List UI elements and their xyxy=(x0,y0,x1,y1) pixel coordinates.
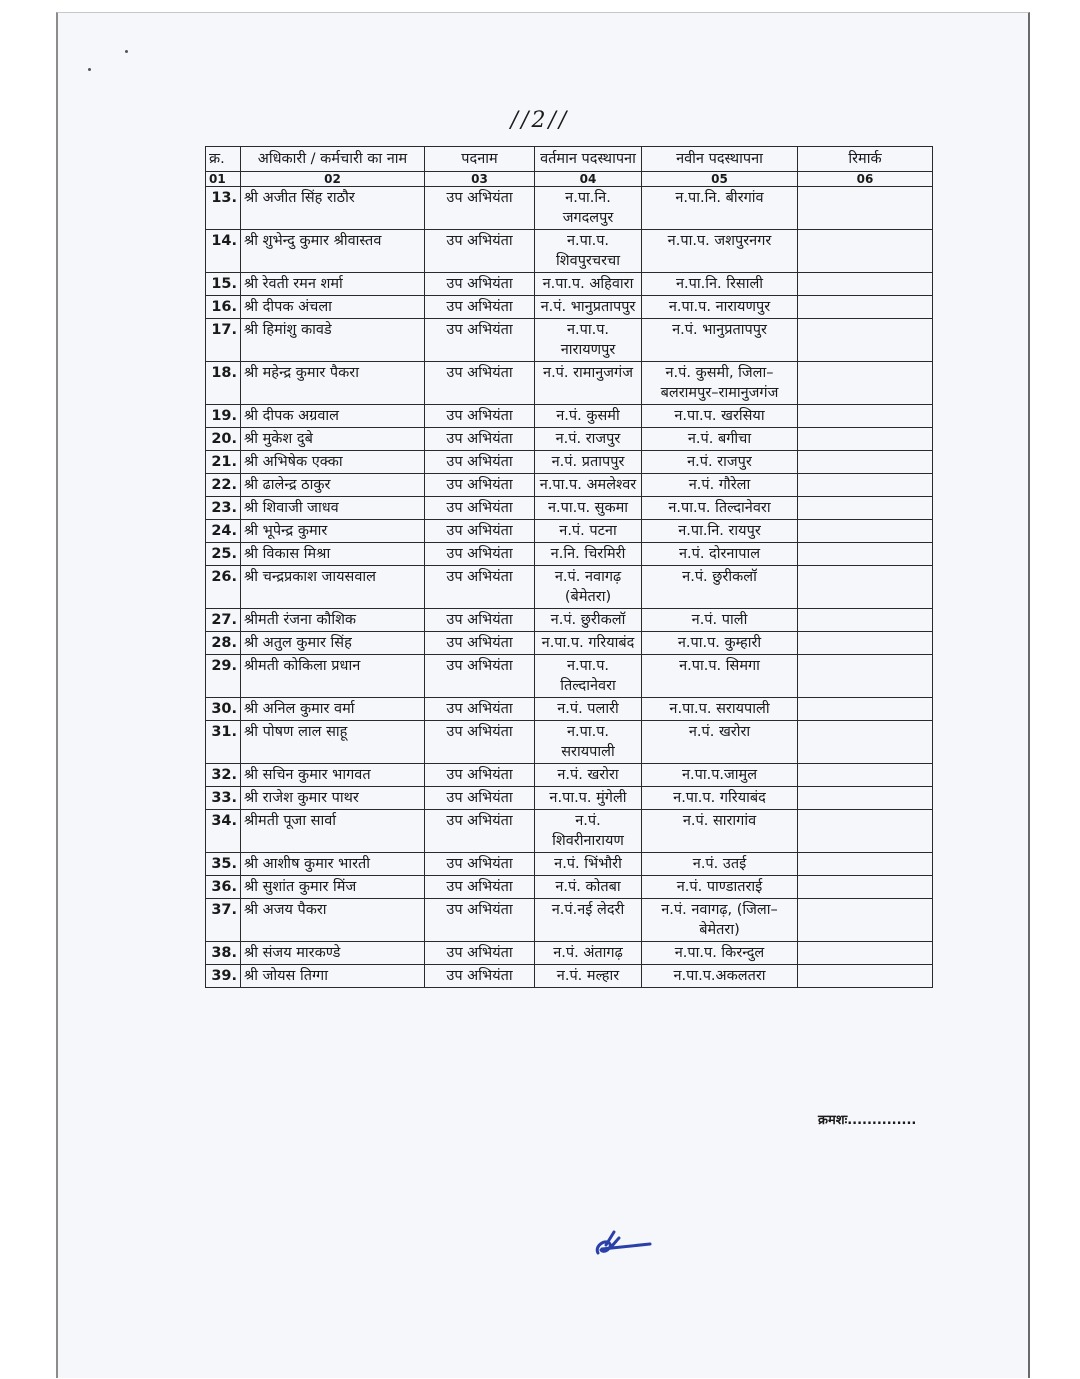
current-posting-cell: न.पं. खरोरा xyxy=(535,764,642,787)
name-cell: श्रीमती रंजना कौशिक xyxy=(241,609,425,632)
column-number: 06 xyxy=(798,172,933,187)
remark-cell xyxy=(798,899,933,942)
table-row xyxy=(206,698,933,721)
table-row xyxy=(206,876,933,899)
name-cell: श्री दीपक अग्रवाल xyxy=(241,405,425,428)
remark-cell xyxy=(798,451,933,474)
new-posting-cell: न.पा.प. सिमगा xyxy=(642,655,798,698)
serial-cell: 33. xyxy=(206,787,241,810)
table-row xyxy=(206,497,933,520)
new-posting-cell: न.पं. पाली xyxy=(642,609,798,632)
table-row xyxy=(206,810,933,853)
name-cell: श्री पोषण लाल साहू xyxy=(241,721,425,764)
column-number: 05 xyxy=(642,172,798,187)
designation-cell: उप अभियंता xyxy=(425,942,535,965)
remark-cell xyxy=(798,787,933,810)
table-row xyxy=(206,230,933,273)
name-cell: श्री राजेश कुमार पाथर xyxy=(241,787,425,810)
current-posting-cell: न.पा.प. शिवपुरचरचा xyxy=(535,230,642,273)
column-number: 02 xyxy=(241,172,425,187)
designation-cell: उप अभियंता xyxy=(425,965,535,988)
remark-cell xyxy=(798,497,933,520)
serial-cell: 16. xyxy=(206,296,241,319)
table-row xyxy=(206,520,933,543)
designation-cell: उप अभियंता xyxy=(425,853,535,876)
serial-cell: 38. xyxy=(206,942,241,965)
column-number: 04 xyxy=(535,172,642,187)
name-cell: श्री ढालेन्द्र ठाकुर xyxy=(241,474,425,497)
table-row xyxy=(206,899,933,942)
serial-cell: 14. xyxy=(206,230,241,273)
current-posting-cell: न.पं. पटना xyxy=(535,520,642,543)
current-posting-cell: न.पं. अंतागढ़ xyxy=(535,942,642,965)
serial-cell: 27. xyxy=(206,609,241,632)
remark-cell xyxy=(798,405,933,428)
serial-cell: 17. xyxy=(206,319,241,362)
remark-cell xyxy=(798,474,933,497)
serial-cell: 25. xyxy=(206,543,241,566)
remark-cell xyxy=(798,965,933,988)
header-remark: रिमार्क xyxy=(798,147,933,172)
new-posting-cell: न.पं. पाण्डातराई xyxy=(642,876,798,899)
current-posting-cell: न.पा.प. तिल्दानेवरा xyxy=(535,655,642,698)
name-cell: श्री अजीत सिंह राठौर xyxy=(241,187,425,230)
designation-cell: उप अभियंता xyxy=(425,810,535,853)
current-posting-cell: न.पं.नई लेदरी xyxy=(535,899,642,942)
designation-cell: उप अभियंता xyxy=(425,520,535,543)
name-cell: श्री संजय मारकण्डे xyxy=(241,942,425,965)
table-row xyxy=(206,428,933,451)
table-row xyxy=(206,632,933,655)
name-cell: श्री मुकेश दुबे xyxy=(241,428,425,451)
scan-speck xyxy=(88,68,91,71)
name-cell: श्री चन्द्रप्रकाश जायसवाल xyxy=(241,566,425,609)
designation-cell: उप अभियंता xyxy=(425,698,535,721)
current-posting-cell: न.पं. छुरीकलॉ xyxy=(535,609,642,632)
new-posting-cell: न.पा.प. नारायणपुर xyxy=(642,296,798,319)
current-posting-cell: न.पा.प. अमलेश्वर xyxy=(535,474,642,497)
name-cell: श्री हिमांशु कावडे xyxy=(241,319,425,362)
name-cell: श्री दीपक अंचला xyxy=(241,296,425,319)
remark-cell xyxy=(798,764,933,787)
serial-cell: 37. xyxy=(206,899,241,942)
new-posting-cell: न.पं. भानुप्रतापपुर xyxy=(642,319,798,362)
designation-cell: उप अभियंता xyxy=(425,405,535,428)
new-posting-cell: न.पा.प. जशपुरनगर xyxy=(642,230,798,273)
new-posting-cell: न.पं. खरोरा xyxy=(642,721,798,764)
name-cell: श्री शुभेन्दु कुमार श्रीवास्तव xyxy=(241,230,425,273)
column-number: 03 xyxy=(425,172,535,187)
table-row xyxy=(206,543,933,566)
new-posting-cell: न.पं. नवागढ़, (जिला–बेमेतरा) xyxy=(642,899,798,942)
table-row xyxy=(206,187,933,230)
remark-cell xyxy=(798,698,933,721)
current-posting-cell: न.पं. नवागढ़ (बेमेतरा) xyxy=(535,566,642,609)
table-row xyxy=(206,474,933,497)
remark-cell xyxy=(798,609,933,632)
current-posting-cell: न.पं. भानुप्रतापपुर xyxy=(535,296,642,319)
remark-cell xyxy=(798,566,933,609)
serial-cell: 32. xyxy=(206,764,241,787)
table-row xyxy=(206,655,933,698)
scan-speck xyxy=(125,50,128,53)
new-posting-cell: न.पा.प.अकलतरा xyxy=(642,965,798,988)
name-cell: श्री रेवती रमन शर्मा xyxy=(241,273,425,296)
designation-cell: उप अभियंता xyxy=(425,764,535,787)
new-posting-cell: न.पं. गौरेला xyxy=(642,474,798,497)
remark-cell xyxy=(798,632,933,655)
page-number: //2// xyxy=(510,108,570,133)
name-cell: श्रीमती कोकिला प्रधान xyxy=(241,655,425,698)
header-designation: पदनाम xyxy=(425,147,535,172)
name-cell: श्री महेन्द्र कुमार पैकरा xyxy=(241,362,425,405)
new-posting-cell: न.पा.नि. रिसाली xyxy=(642,273,798,296)
header-serial: क्र. xyxy=(206,147,241,172)
serial-cell: 24. xyxy=(206,520,241,543)
name-cell: श्रीमती पूजा सार्वा xyxy=(241,810,425,853)
designation-cell: उप अभियंता xyxy=(425,451,535,474)
current-posting-cell: न.पा.प. सुकमा xyxy=(535,497,642,520)
serial-cell: 19. xyxy=(206,405,241,428)
serial-cell: 31. xyxy=(206,721,241,764)
remark-cell xyxy=(798,362,933,405)
current-posting-cell: न.पा.नि. जगदलपुर xyxy=(535,187,642,230)
new-posting-cell: न.पा.नि. बीरगांव xyxy=(642,187,798,230)
name-cell: श्री अजय पैकरा xyxy=(241,899,425,942)
current-posting-cell: न.नि. चिरमिरी xyxy=(535,543,642,566)
remark-cell xyxy=(798,428,933,451)
serial-cell: 20. xyxy=(206,428,241,451)
remark-cell xyxy=(798,273,933,296)
current-posting-cell: न.पं. मल्हार xyxy=(535,965,642,988)
current-posting-cell: न.पं. राजपुर xyxy=(535,428,642,451)
current-posting-cell: न.पं. पलारी xyxy=(535,698,642,721)
new-posting-cell: न.पा.प. किरन्दुल xyxy=(642,942,798,965)
header-name: अधिकारी / कर्मचारी का नाम xyxy=(241,147,425,172)
serial-cell: 21. xyxy=(206,451,241,474)
current-posting-cell: न.पं. शिवरीनारायण xyxy=(535,810,642,853)
serial-cell: 13. xyxy=(206,187,241,230)
serial-cell: 35. xyxy=(206,853,241,876)
current-posting-cell: न.पं. रामानुजगंज xyxy=(535,362,642,405)
designation-cell: उप अभियंता xyxy=(425,319,535,362)
table-row xyxy=(206,319,933,362)
new-posting-cell: न.पा.प. खरसिया xyxy=(642,405,798,428)
designation-cell: उप अभियंता xyxy=(425,721,535,764)
remark-cell xyxy=(798,543,933,566)
serial-cell: 39. xyxy=(206,965,241,988)
remark-cell xyxy=(798,721,933,764)
remark-cell xyxy=(798,187,933,230)
new-posting-cell: न.पं. कुसमी, जिला–बलरामपुर–रामानुजगंज xyxy=(642,362,798,405)
serial-cell: 36. xyxy=(206,876,241,899)
new-posting-cell: न.पं. राजपुर xyxy=(642,451,798,474)
name-cell: श्री जोयस तिग्गा xyxy=(241,965,425,988)
table-row xyxy=(206,405,933,428)
designation-cell: उप अभियंता xyxy=(425,609,535,632)
designation-cell: उप अभियंता xyxy=(425,273,535,296)
column-number-row xyxy=(206,172,933,187)
new-posting-cell: न.पं. उतई xyxy=(642,853,798,876)
new-posting-cell: न.पं. दोरनापाल xyxy=(642,543,798,566)
remark-cell xyxy=(798,319,933,362)
table-row xyxy=(206,721,933,764)
new-posting-cell: न.पं. छुरीकलॉ xyxy=(642,566,798,609)
remark-cell xyxy=(798,520,933,543)
name-cell: श्री अनिल कुमार वर्मा xyxy=(241,698,425,721)
new-posting-cell: न.पं. सारागांव xyxy=(642,810,798,853)
new-posting-cell: न.पा.नि. रायपुर xyxy=(642,520,798,543)
new-posting-cell: न.पं. बगीचा xyxy=(642,428,798,451)
table-row xyxy=(206,451,933,474)
current-posting-cell: न.पा.प. अहिवारा xyxy=(535,273,642,296)
current-posting-cell: न.पा.प. सरायपाली xyxy=(535,721,642,764)
table-row xyxy=(206,566,933,609)
current-posting-cell: न.पा.प. नारायणपुर xyxy=(535,319,642,362)
designation-cell: उप अभियंता xyxy=(425,543,535,566)
designation-cell: उप अभियंता xyxy=(425,787,535,810)
header-row xyxy=(206,147,933,172)
current-posting-cell: न.पा.प. मुंगेली xyxy=(535,787,642,810)
current-posting-cell: न.पं. प्रतापपुर xyxy=(535,451,642,474)
column-number: 01 xyxy=(206,172,241,187)
designation-cell: उप अभियंता xyxy=(425,566,535,609)
transfer-table xyxy=(205,146,933,988)
current-posting-cell: न.पा.प. गरियाबंद xyxy=(535,632,642,655)
serial-cell: 28. xyxy=(206,632,241,655)
current-posting-cell: न.पं. कोतबा xyxy=(535,876,642,899)
serial-cell: 23. xyxy=(206,497,241,520)
serial-cell: 26. xyxy=(206,566,241,609)
designation-cell: उप अभियंता xyxy=(425,187,535,230)
table-row xyxy=(206,853,933,876)
header-new-posting: नवीन पदस्थापना xyxy=(642,147,798,172)
remark-cell xyxy=(798,810,933,853)
table-row xyxy=(206,965,933,988)
name-cell: श्री अभिषेक एक्का xyxy=(241,451,425,474)
remark-cell xyxy=(798,876,933,899)
designation-cell: उप अभियंता xyxy=(425,296,535,319)
remark-cell xyxy=(798,655,933,698)
name-cell: श्री सुशांत कुमार मिंज xyxy=(241,876,425,899)
serial-cell: 30. xyxy=(206,698,241,721)
designation-cell: उप अभियंता xyxy=(425,876,535,899)
designation-cell: उप अभियंता xyxy=(425,362,535,405)
designation-cell: उप अभियंता xyxy=(425,899,535,942)
table-row xyxy=(206,273,933,296)
table-row xyxy=(206,764,933,787)
remark-cell xyxy=(798,942,933,965)
new-posting-cell: न.पा.प. तिल्दानेवरा xyxy=(642,497,798,520)
new-posting-cell: न.पा.प. सरायपाली xyxy=(642,698,798,721)
name-cell: श्री विकास मिश्रा xyxy=(241,543,425,566)
current-posting-cell: न.पं. भिंभौरी xyxy=(535,853,642,876)
name-cell: श्री अतुल कुमार सिंह xyxy=(241,632,425,655)
table-row xyxy=(206,296,933,319)
remark-cell xyxy=(798,296,933,319)
signature-mark xyxy=(592,1226,654,1260)
new-posting-cell: न.पा.प.जामुल xyxy=(642,764,798,787)
continuation-note: क्रमशः.............. xyxy=(818,1113,917,1128)
table-body xyxy=(206,187,933,988)
designation-cell: उप अभियंता xyxy=(425,497,535,520)
designation-cell: उप अभियंता xyxy=(425,474,535,497)
new-posting-cell: न.पा.प. कुम्हारी xyxy=(642,632,798,655)
current-posting-cell: न.पं. कुसमी xyxy=(535,405,642,428)
name-cell: श्री आशीष कुमार भारती xyxy=(241,853,425,876)
table-row xyxy=(206,787,933,810)
new-posting-cell: न.पा.प. गरियाबंद xyxy=(642,787,798,810)
designation-cell: उप अभियंता xyxy=(425,428,535,451)
serial-cell: 22. xyxy=(206,474,241,497)
designation-cell: उप अभियंता xyxy=(425,632,535,655)
designation-cell: उप अभियंता xyxy=(425,655,535,698)
name-cell: श्री शिवाजी जाधव xyxy=(241,497,425,520)
remark-cell xyxy=(798,853,933,876)
serial-cell: 34. xyxy=(206,810,241,853)
name-cell: श्री सचिन कुमार भागवत xyxy=(241,764,425,787)
serial-cell: 18. xyxy=(206,362,241,405)
table-row xyxy=(206,942,933,965)
serial-cell: 15. xyxy=(206,273,241,296)
name-cell: श्री भूपेन्द्र कुमार xyxy=(241,520,425,543)
serial-cell: 29. xyxy=(206,655,241,698)
table-row xyxy=(206,609,933,632)
designation-cell: उप अभियंता xyxy=(425,230,535,273)
header-current-posting: वर्तमान पदस्थापना xyxy=(535,147,642,172)
remark-cell xyxy=(798,230,933,273)
table-row xyxy=(206,362,933,405)
